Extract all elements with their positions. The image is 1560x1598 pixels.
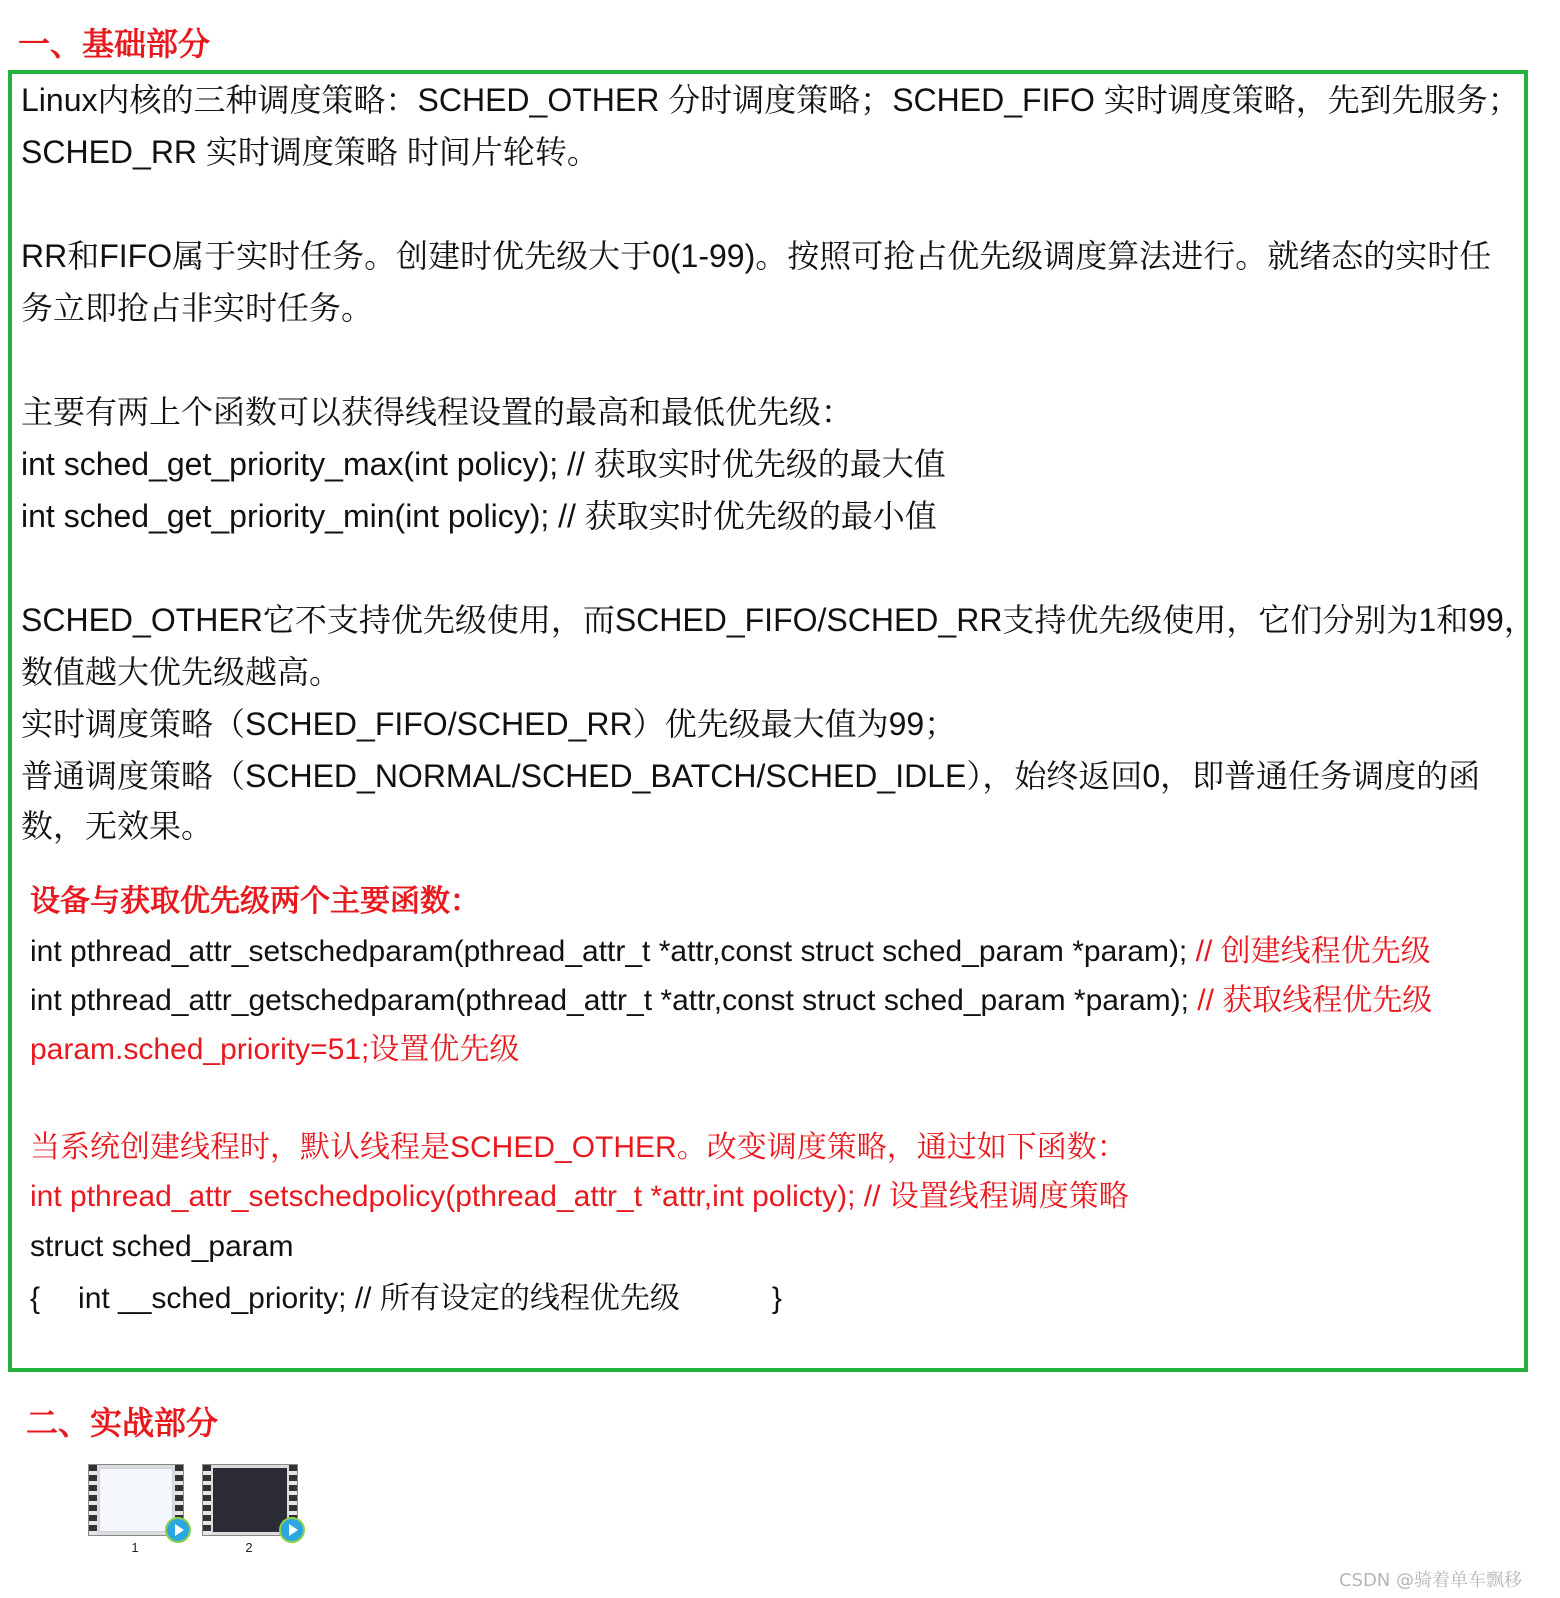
code-comment: // 创建线程优先级 bbox=[1187, 935, 1431, 968]
brace-open: { bbox=[30, 1282, 41, 1315]
brace-close: } bbox=[771, 1282, 782, 1315]
code-comment: // 获取线程优先级 bbox=[1188, 984, 1433, 1017]
video-label: 2 bbox=[245, 1540, 253, 1555]
paragraph-line: 数值越大优先级越高。 bbox=[21, 654, 342, 690]
section-2-title: 二、实战部分 bbox=[26, 1405, 219, 1441]
code-line: int sched_get_priority_min(int policy); // 获取实时优先级的最小值 bbox=[21, 498, 937, 534]
code-line: int sched_get_priority_max(int policy); // 获取实时优先级的最大值 bbox=[21, 446, 946, 482]
content-box bbox=[8, 70, 1536, 1372]
section-1-title: 一、基础部分 bbox=[18, 26, 211, 62]
struct-line: struct sched_param bbox=[30, 1230, 294, 1263]
video-thumbnail-2[interactable] bbox=[202, 1464, 298, 1536]
paragraph-line: 普通调度策略（SCHED_NORMAL/SCHED_BATCH/SCHED_IDLE），始终返回0，即普通任务调度的函 bbox=[21, 758, 1481, 794]
paragraph-line: RR和FIFO属于实时任务。创建时优先级大于0(1-99)。按照可抢占优先级调度算法进行。就绪态的实时任 bbox=[21, 238, 1492, 274]
code-text: int pthread_attr_setschedparam(pthread_attr_t *attr,const struct sched_param *param); bbox=[30, 935, 1188, 968]
paragraph-line: 数，无效果。 bbox=[21, 808, 214, 844]
video-thumbnail-1[interactable] bbox=[88, 1464, 184, 1536]
paragraph-line: SCHED_RR 实时调度策略 时间片轮转。 bbox=[21, 134, 599, 170]
code-text: int pthread_attr_getschedparam(pthread_attr_t *attr,const struct sched_param *param); bbox=[30, 984, 1189, 1017]
getschedparam-line bbox=[30, 981, 1432, 1021]
paragraph-line: SCHED_OTHER它不支持优先级使用，而SCHED_FIFO/SCHED_RR支持优先级使用，它们分别为1和99， bbox=[21, 602, 1536, 638]
setschedpolicy-line: int pthread_attr_setschedpolicy(pthread_attr_t *attr,int policty); // 设置线程调度策略 bbox=[30, 1180, 1129, 1213]
sub-heading: 设备与获取优先级两个主要函数： bbox=[30, 885, 480, 918]
default-policy-line: 当系统创建线程时，默认线程是SCHED_OTHER。改变调度策略，通过如下函数： bbox=[30, 1131, 1127, 1164]
paragraph-line: Linux内核的三种调度策略：SCHED_OTHER 分时调度策略；SCHED_FIFO 实时调度策略，先到先服务； bbox=[21, 82, 1520, 118]
video-preview bbox=[213, 1468, 287, 1532]
struct-body-line bbox=[30, 1279, 782, 1319]
setschedparam-line bbox=[30, 932, 1431, 972]
paragraph-line: 主要有两上个函数可以获得线程设置的最高和最低优先级： bbox=[21, 394, 854, 430]
struct-member: int __sched_priority; // 所有设定的线程优先级 bbox=[78, 1282, 680, 1315]
watermark: CSDN @骑着单车飘移 bbox=[1338, 1570, 1522, 1591]
video-preview bbox=[99, 1468, 173, 1532]
film-strip-icon bbox=[203, 1465, 211, 1535]
video-label: 1 bbox=[131, 1540, 139, 1555]
paragraph-line: 实时调度策略（SCHED_FIFO/SCHED_RR）优先级最大值为99； bbox=[21, 706, 957, 742]
film-strip-icon bbox=[89, 1465, 97, 1535]
paragraph-line: 务立即抢占非实时任务。 bbox=[21, 290, 374, 326]
param-line: param.sched_priority=51;设置优先级 bbox=[30, 1033, 520, 1066]
